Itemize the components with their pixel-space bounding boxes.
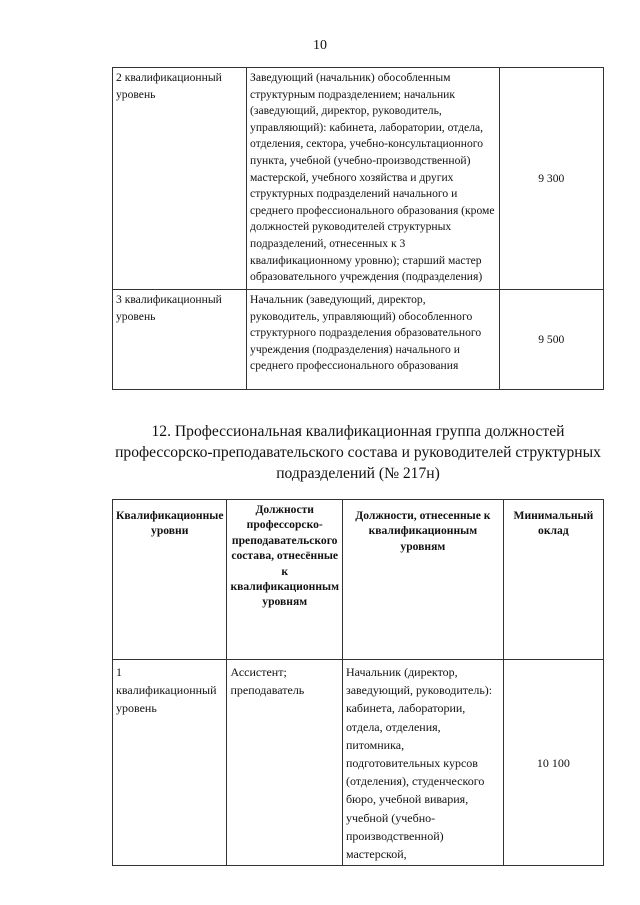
table-row xyxy=(113,290,604,390)
qualification-table-continued xyxy=(112,67,604,390)
table-row xyxy=(113,68,604,290)
salary-cell: 9 500 xyxy=(499,290,603,390)
header-levels: Квалификационные уровни xyxy=(113,500,227,660)
level-cell: 3 квалификационный уровень xyxy=(113,290,247,390)
positions-cell: Начальник (заведующий, директор, руководитель, управляющий) обособленного структурного подразделения образовательного учреждения (подразделения) начального и среднего профессионального образования xyxy=(247,290,499,390)
salary-cell: 9 300 xyxy=(499,68,603,290)
positions-cell: Заведующий (начальник) обособленным структурным подразделением; начальник (заведующий, директор, руководитель, управляющий): кабинета, лаборатории, отдела, отделения, сектора, учебно-консультационного пункта, учебной (учебно-производственной) мастерской, учебного хозяйства и других структурных подразделений начального и среднего профессионального образования (кроме должностей руководителей структурных подразделений, отнесенных к 3 квалификационному уровню); старший мастер образовательного учреждения (подразделения) xyxy=(247,68,499,290)
table-header-row xyxy=(113,500,604,660)
header-positions: Должности, отнесенные к квалификационным уровням xyxy=(342,500,503,660)
table-row xyxy=(113,660,604,866)
positions-cell: Начальник (директор, заведующий, руководитель): кабинета, лаборатории, отдела, отделения, питомника, подготовительных курсов (отделения), студенческого бюро, учебной вивария, учебной (учебно-производственной) мастерской, xyxy=(342,660,503,866)
section-heading: 12. Профессиональная квалификационная группа должностей профессорско-преподавательского состава и руководителей структурных подразделений (№ 217н) xyxy=(115,423,601,482)
level-cell: 1 квалификационный уровень xyxy=(113,660,227,866)
level-cell: 2 квалификационный уровень xyxy=(113,68,247,290)
salary-cell: 10 100 xyxy=(503,660,603,866)
header-min-salary: Минимальный оклад xyxy=(503,500,603,660)
header-teaching-positions: Должности профессорско-преподавательского состава, отнесённые к квалификационным уровням xyxy=(227,500,342,660)
page-number: 10 xyxy=(313,38,327,53)
qualification-table-12 xyxy=(112,499,604,866)
teaching-positions-cell: Ассистент; преподаватель xyxy=(227,660,342,866)
